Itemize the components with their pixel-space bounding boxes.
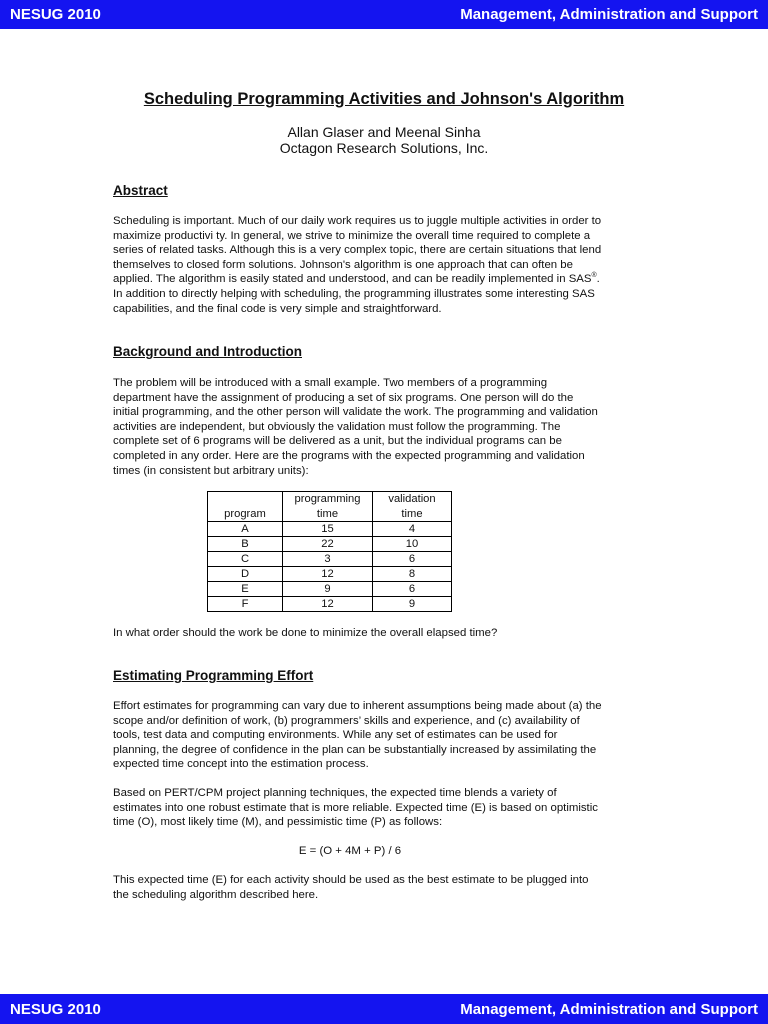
text-line: Effort estimates for programming can vary due to inherent assumptions being made about (a) the [113, 700, 602, 712]
table-row [208, 567, 452, 582]
background-paragraph [113, 376, 658, 478]
effort-paragraph-2 [113, 786, 658, 830]
effort-heading: Estimating Programming Effort [113, 668, 314, 683]
col-header-programming-time [283, 492, 373, 522]
cell-validation-time: 8 [373, 567, 452, 582]
table-row [208, 597, 452, 612]
header-conference: NESUG 2010 [10, 6, 101, 23]
text-line: completed in any order. Here are the programs with the expected programming and validation [113, 449, 585, 462]
cell-programming-time: 22 [283, 537, 373, 552]
text-line: time (O), most likely time (M), and pessimistic time (P) as follows: [113, 816, 443, 829]
registered-mark: ® [591, 272, 597, 280]
table-row [208, 552, 452, 567]
footer-section: Management, Administration and Support [460, 1000, 758, 1018]
col-header-validation-time [373, 492, 452, 522]
cell-program: C [208, 552, 283, 567]
cell-programming-time: 9 [283, 582, 373, 597]
cell-programming-time: 12 [283, 597, 373, 612]
text-line: tools, test data and computing environments. While any set of estimates can be used for [113, 729, 558, 742]
cell-programming-time: 3 [283, 552, 373, 567]
text-line: estimates into one robust estimate that is more reliable. Expected time (E) is based on optimistic [113, 801, 598, 814]
text-line: In addition to directly helping with scheduling, the programming illustrates some interesting SAS [113, 287, 595, 300]
author-block [0, 124, 768, 156]
abstract-paragraph [113, 214, 658, 316]
expected-time-formula: E = (O + 4M + P) / 6 [298, 845, 402, 857]
table-row [208, 582, 452, 597]
header-line: time [401, 507, 423, 520]
cell-program: E [208, 582, 283, 597]
header-line: programming [294, 493, 361, 505]
text-line: This expected time (E) for each activity should be used as the best estimate to be plugged into [113, 874, 589, 886]
text-line [113, 272, 658, 287]
cell-program: A [208, 522, 283, 537]
text-line: planning, the degree of confidence in the plan can be substantially increased by assimilating the [113, 743, 597, 756]
text-line: department have the assignment of producing a set of six programs. One person will do the [113, 391, 574, 404]
cell-validation-time: 4 [373, 522, 452, 537]
text-line: Based on PERT/CPM project planning techniques, the expected time blends a variety of [113, 787, 557, 799]
table-header-row [208, 492, 452, 522]
effort-paragraph-1 [113, 699, 658, 772]
text-line: activities are independent, but obviously the validation must follow the programming. The [113, 420, 561, 433]
cell-validation-time: 10 [373, 537, 452, 552]
text-line: times (in consistent but arbitrary units): [113, 464, 309, 477]
author-affiliation: Octagon Research Solutions, Inc. [279, 140, 489, 156]
header-band [0, 0, 768, 29]
text-line: the scheduling algorithm described here. [113, 888, 319, 901]
effort-paragraph-3 [113, 873, 658, 902]
cell-programming-time: 15 [283, 522, 373, 537]
background-heading: Background and Introduction [113, 344, 302, 359]
cell-validation-time: 6 [373, 552, 452, 567]
table-row [208, 522, 452, 537]
footer-conference: NESUG 2010 [10, 1000, 101, 1018]
paper-title: Scheduling Programming Activities and Johnson's Algorithm [143, 90, 625, 108]
cell-program: F [208, 597, 283, 612]
cell-validation-time: 9 [373, 597, 452, 612]
col-header-program: program [208, 492, 283, 522]
header-section: Management, Administration and Support [460, 6, 758, 23]
cell-program: B [208, 537, 283, 552]
text-line: series of related tasks. Although this is a very complex topic, there are certain situations that lend [113, 244, 602, 257]
footer-band [0, 994, 768, 1024]
text-line: scope and/or definition of work, (b) programmers’ skills and experience, and (c) availability of [113, 714, 580, 727]
text-line: initial programming, and the other person will validate the work. The programming and validation [113, 406, 598, 419]
author-names: Allan Glaser and Meenal Sinha [287, 124, 481, 140]
header-line: time [316, 507, 339, 520]
cell-programming-time: 12 [283, 567, 373, 582]
cell-validation-time: 6 [373, 582, 452, 597]
header-line: validation [388, 493, 436, 505]
question-line: In what order should the work be done to minimize the overall elapsed time? [113, 627, 498, 639]
table-row [208, 537, 452, 552]
sas-line-text: applied. The algorithm is easily stated and understood, and can be readily implemented in SAS [113, 273, 592, 286]
text-line: complete set of 6 programs will be delivered as a unit, but the individual programs can be [113, 435, 562, 448]
abstract-heading: Abstract [113, 183, 168, 198]
text-line: themselves to closed form solutions. Johnson's algorithm is one approach that can often be [113, 258, 573, 271]
sas-line-period: . [596, 273, 600, 286]
program-times-table [207, 491, 452, 612]
text-line: maximize productivi ty. In general, we strive to minimize the overall time required to complete a [113, 229, 591, 242]
text-line: capabilities, and the final code is very simple and straightforward. [113, 302, 442, 315]
cell-program: D [208, 567, 283, 582]
text-line: The problem will be introduced with a small example. Two members of a programming [113, 377, 548, 389]
text-line: expected time concept into the estimation process. [113, 758, 369, 771]
text-line: Scheduling is important. Much of our daily work requires us to juggle multiple activities in order to [113, 215, 602, 227]
